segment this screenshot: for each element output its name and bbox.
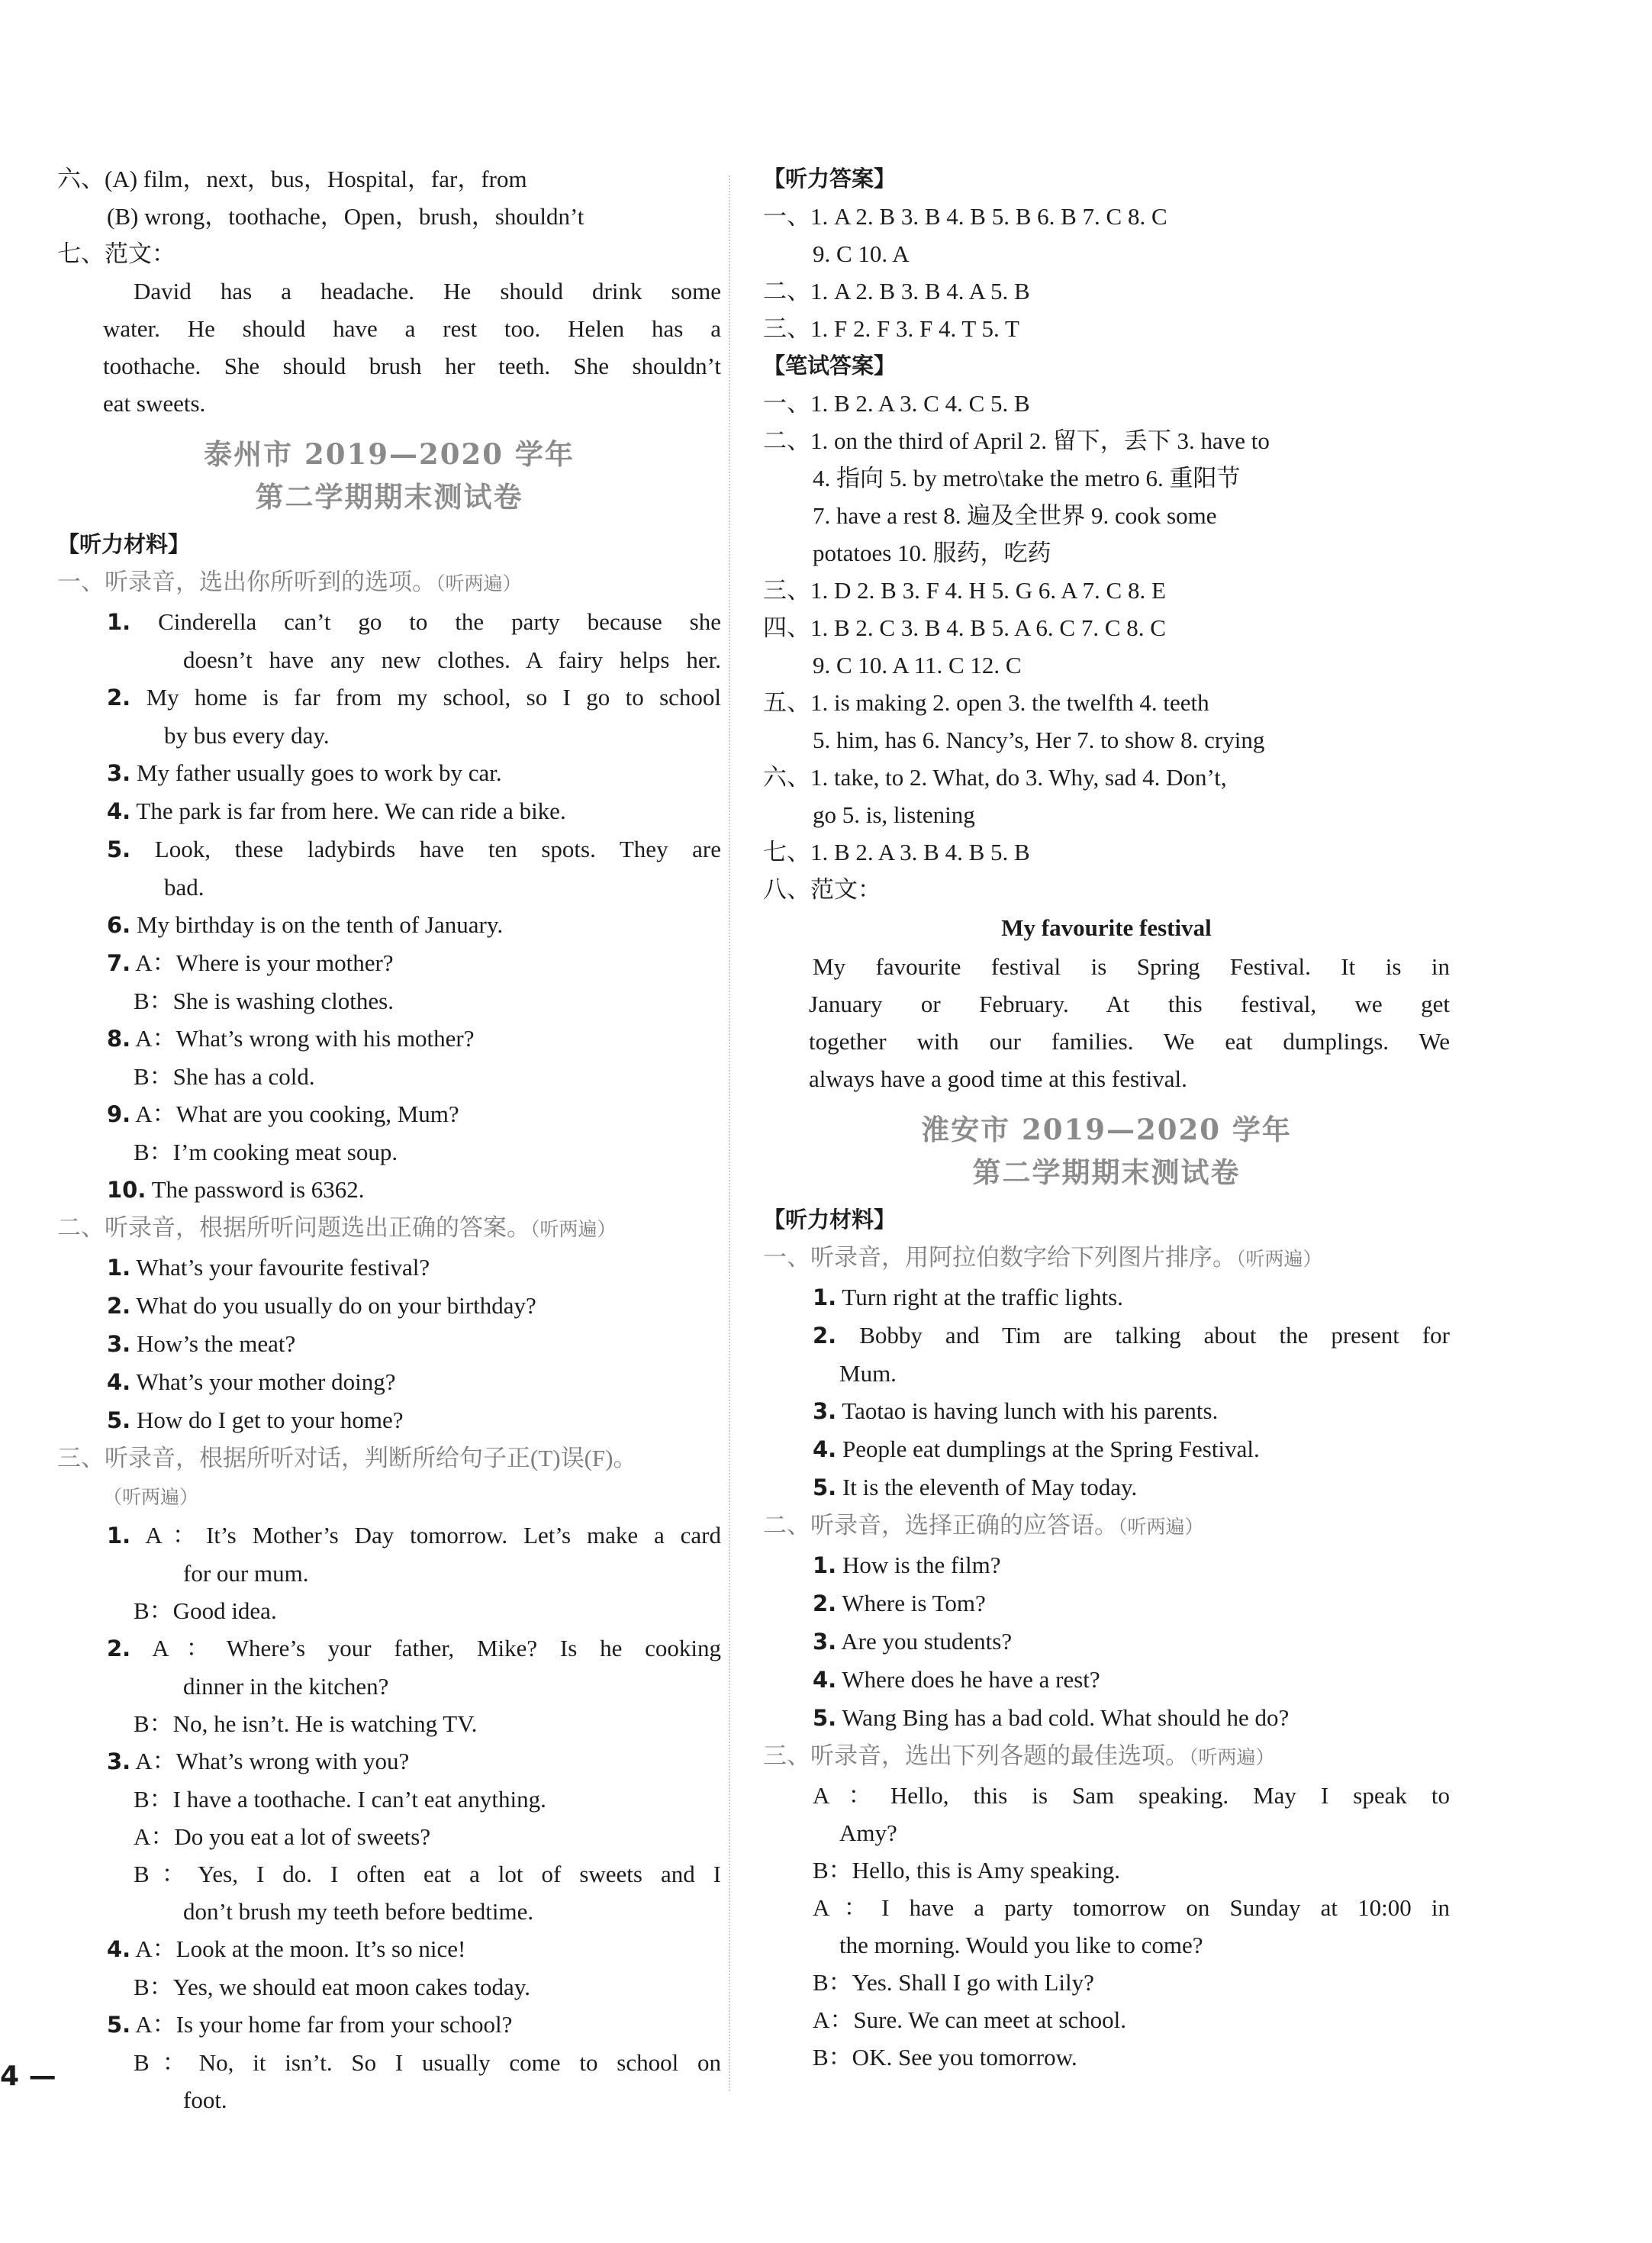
page-number: 4 — (0, 2061, 56, 2092)
answer-row: 四、1. B 2. C 3. B 4. B 5. A 6. C 7. C 8. C (763, 614, 1166, 641)
list-item: 4. People eat dumplings at the Spring Festival. (813, 1436, 1260, 1462)
essay-line: together with our families. We eat dumplings. We (809, 1028, 1450, 1055)
essay-title: My favourite festival (1001, 914, 1212, 941)
dialog-item: 7. A：Where is your mother? (107, 949, 394, 976)
answer-row: 4. 指向 5. by metro\take the metro 6. 重阳节 (813, 465, 1241, 491)
dialog-line: A：Do you eat a lot of sweets? (134, 1823, 431, 1850)
list-item: 1. How is the film? (813, 1552, 1001, 1578)
dialog-line: B：Hello, this is Amy speaking. (813, 1857, 1120, 1884)
dialog-line: A：I have a party tomorrow on Sunday at 10:00 in (813, 1894, 1450, 1921)
list-item: 5. Look, these ladybirds have ten spots. They are (107, 836, 721, 862)
list-item: 3. How’s the meat? (107, 1330, 296, 1357)
dialog-line: B：I’m cooking meat soup. (134, 1139, 398, 1165)
dialog-item: 9. A：What are you cooking, Mum? (107, 1101, 459, 1127)
list-item: 3. Are you students? (813, 1628, 1013, 1655)
section-1-heading: 一、听录音，选出你所听到的选项。（听两遍） (57, 569, 522, 595)
paper-title-taizhou: 泰州市 2019—2020 学年 (204, 437, 575, 471)
paper-title-huaian: 淮安市 2019—2020 学年 (921, 1113, 1292, 1146)
list-item-cont: by bus every day. (164, 722, 330, 749)
listening-answers-heading: 【听力答案】 (763, 166, 897, 192)
right-column (763, 160, 1450, 2076)
dialog-line: B：Yes, we should eat moon cakes today. (134, 1974, 531, 2000)
part7-heading: 七、范文： (57, 240, 176, 267)
answer-row: 一、1. B 2. A 3. C 4. C 5. B (763, 390, 1030, 417)
dialog-line: Amy? (839, 1819, 897, 1846)
dialog-item: 8. A：What’s wrong with his mother? (107, 1025, 475, 1052)
answer-row: 9. C 10. A (813, 240, 910, 267)
answer-row: 一、1. A 2. B 3. B 4. B 5. B 6. B 7. C 8. C (763, 203, 1167, 230)
essay-2 (763, 948, 1450, 1097)
list-item-cont: bad. (164, 874, 204, 901)
dialog-line: don’t brush my teeth before bedtime. (183, 1898, 534, 1925)
essay-line: water. He should have a rest too. Helen has a (103, 315, 721, 342)
list-item: 1. What’s your favourite festival? (107, 1254, 430, 1281)
list-item: 5. Wang Bing has a bad cold. What should he do? (813, 1704, 1290, 1731)
essay-line: eat sweets. (103, 390, 206, 417)
essay-line: always have a good time at this festival. (809, 1065, 1187, 1092)
list-item: 3. My father usually goes to work by car. (107, 759, 502, 786)
list-item: 2. Where is Tom? (813, 1590, 986, 1616)
dialog-line: B：No, it isn’t. So I usually come to school on (134, 2049, 721, 2076)
dialog-item: 1. A：It’s Mother’s Day tomorrow. Let’s make a card (107, 1522, 721, 1549)
dialog-line: B：Yes. Shall I go with Lily? (813, 1969, 1094, 1996)
section-2-heading: 二、听录音，根据所听问题选出正确的答案。（听两遍） (57, 1214, 617, 1241)
section-1-heading: 一、听录音，用阿拉伯数字给下列图片排序。（听两遍） (763, 1244, 1322, 1271)
dialog-line: dinner in the kitchen? (183, 1673, 389, 1700)
dialog-line: B：Yes, I do. I often eat a lot of sweets and I (134, 1861, 721, 1887)
dialog-line: B：She is washing clothes. (134, 988, 394, 1014)
list-item: 5. How do I get to your home? (107, 1407, 404, 1433)
answer-row: 二、1. A 2. B 3. B 4. A 5. B (763, 278, 1030, 305)
dialog-line: the morning. Would you like to come? (839, 1932, 1203, 1958)
answer-row: potatoes 10. 服药，吃药 (813, 540, 1051, 566)
list-item-cont: doesn’t have any new clothes. A fairy helps her. (183, 646, 721, 673)
essay-line: David has a headache. He should drink some (134, 278, 721, 305)
list-item: 2. What do you usually do on your birthday? (107, 1292, 536, 1319)
part6-b: (B) wrong，toothache，Open，brush，shouldn’t (107, 203, 584, 230)
left-column (57, 160, 721, 2119)
listening-material-heading: 【听力材料】 (57, 531, 191, 557)
essay-line: My favourite festival is Spring Festival. It is in (813, 953, 1450, 980)
part6-a: 六、(A) film，next，bus，Hospital，far，from (57, 166, 527, 192)
dialog-line: B：I have a toothache. I can’t eat anything. (134, 1786, 546, 1813)
list-item: 10. The password is 6362. (107, 1176, 365, 1203)
list-item: 3. Taotao is having lunch with his parents. (813, 1397, 1219, 1424)
list-item: 4. Where does he have a rest? (813, 1666, 1100, 1693)
dialog-line: A：Hello, this is Sam speaking. May I speak to (813, 1782, 1450, 1809)
dialog-line: A：Sure. We can meet at school. (813, 2006, 1127, 2033)
list-item-cont: Mum. (839, 1360, 897, 1387)
dialog-item: 2. A：Where’s your father, Mike? Is he cooking (107, 1635, 721, 1661)
paper-subtitle-taizhou: 第二学期期末测试卷 (255, 480, 523, 514)
dialog-item: 5. A：Is your home far from your school? (107, 2011, 513, 2038)
paper-subtitle-huaian: 第二学期期末测试卷 (972, 1155, 1241, 1189)
section-3-heading: 三、听录音，根据所听对话，判断所给句子正(T)误(F)。 (57, 1445, 637, 1471)
list-item: 2. Bobby and Tim are talking about the present for (813, 1322, 1450, 1349)
essay-line: toothache. She should brush her teeth. She shouldn’t (103, 353, 721, 379)
dialog-line: B：OK. See you tomorrow. (813, 2044, 1077, 2071)
list-item: 5. It is the eleventh of May today. (813, 1474, 1138, 1500)
answer-row: 三、1. F 2. F 3. F 4. T 5. T (763, 315, 1019, 342)
section-3-note: （听两遍） (103, 1487, 199, 1508)
listening-material-heading: 【听力材料】 (763, 1207, 897, 1233)
list-item: 4. What’s your mother doing? (107, 1368, 396, 1395)
answer-row: go 5. is, listening (813, 801, 975, 828)
list-item: 4. The park is far from here. We can ride a bike. (107, 798, 566, 824)
answer-row: 五、1. is making 2. open 3. the twelfth 4. teeth (763, 689, 1209, 716)
dialog-line: B：No, he isn’t. He is watching TV. (134, 1710, 478, 1737)
list-item: 6. My birthday is on the tenth of January. (107, 911, 504, 938)
dialog-item: 3. A：What’s wrong with you? (107, 1748, 410, 1774)
answer-row: 二、1. on the third of April 2. 留下，丢下 3. have to (763, 427, 1270, 454)
answer-row: 5. him, has 6. Nancy’s, Her 7. to show 8. crying (813, 727, 1265, 753)
dialog-line: B：Good idea. (134, 1597, 277, 1624)
dialog-line: B：She has a cold. (134, 1063, 315, 1090)
answer-row: 7. have a rest 8. 遍及全世界 9. cook some (813, 502, 1217, 529)
list-item: 1. Turn right at the traffic lights. (813, 1284, 1123, 1310)
dialog-line: for our mum. (183, 1560, 309, 1587)
dialog-item: 4. A：Look at the moon. It’s so nice! (107, 1935, 466, 1962)
dialog-line: foot. (183, 2087, 227, 2113)
answer-row: 七、1. B 2. A 3. B 4. B 5. B (763, 839, 1030, 865)
answer-row: 9. C 10. A 11. C 12. C (813, 652, 1022, 678)
list-item: 2. My home is far from my school, so I go to school (107, 684, 721, 711)
section-2-heading: 二、听录音，选择正确的应答语。（听两遍） (763, 1512, 1204, 1539)
essay-1 (57, 272, 721, 422)
essay-line: January or February. At this festival, we get (809, 991, 1450, 1017)
column-divider (729, 176, 730, 2091)
list-item: 1. Cinderella can’t go to the party because she (107, 608, 721, 635)
answer-row: 六、1. take, to 2. What, do 3. Why, sad 4. Don’t, (763, 764, 1227, 791)
answer-row: 三、1. D 2. B 3. F 4. H 5. G 6. A 7. C 8. E (763, 577, 1166, 604)
section-3-heading: 三、听录音，选出下列各题的最佳选项。（听两遍） (763, 1742, 1275, 1769)
answer-row: 八、范文： (763, 876, 881, 903)
written-answers-heading: 【笔试答案】 (763, 353, 897, 379)
